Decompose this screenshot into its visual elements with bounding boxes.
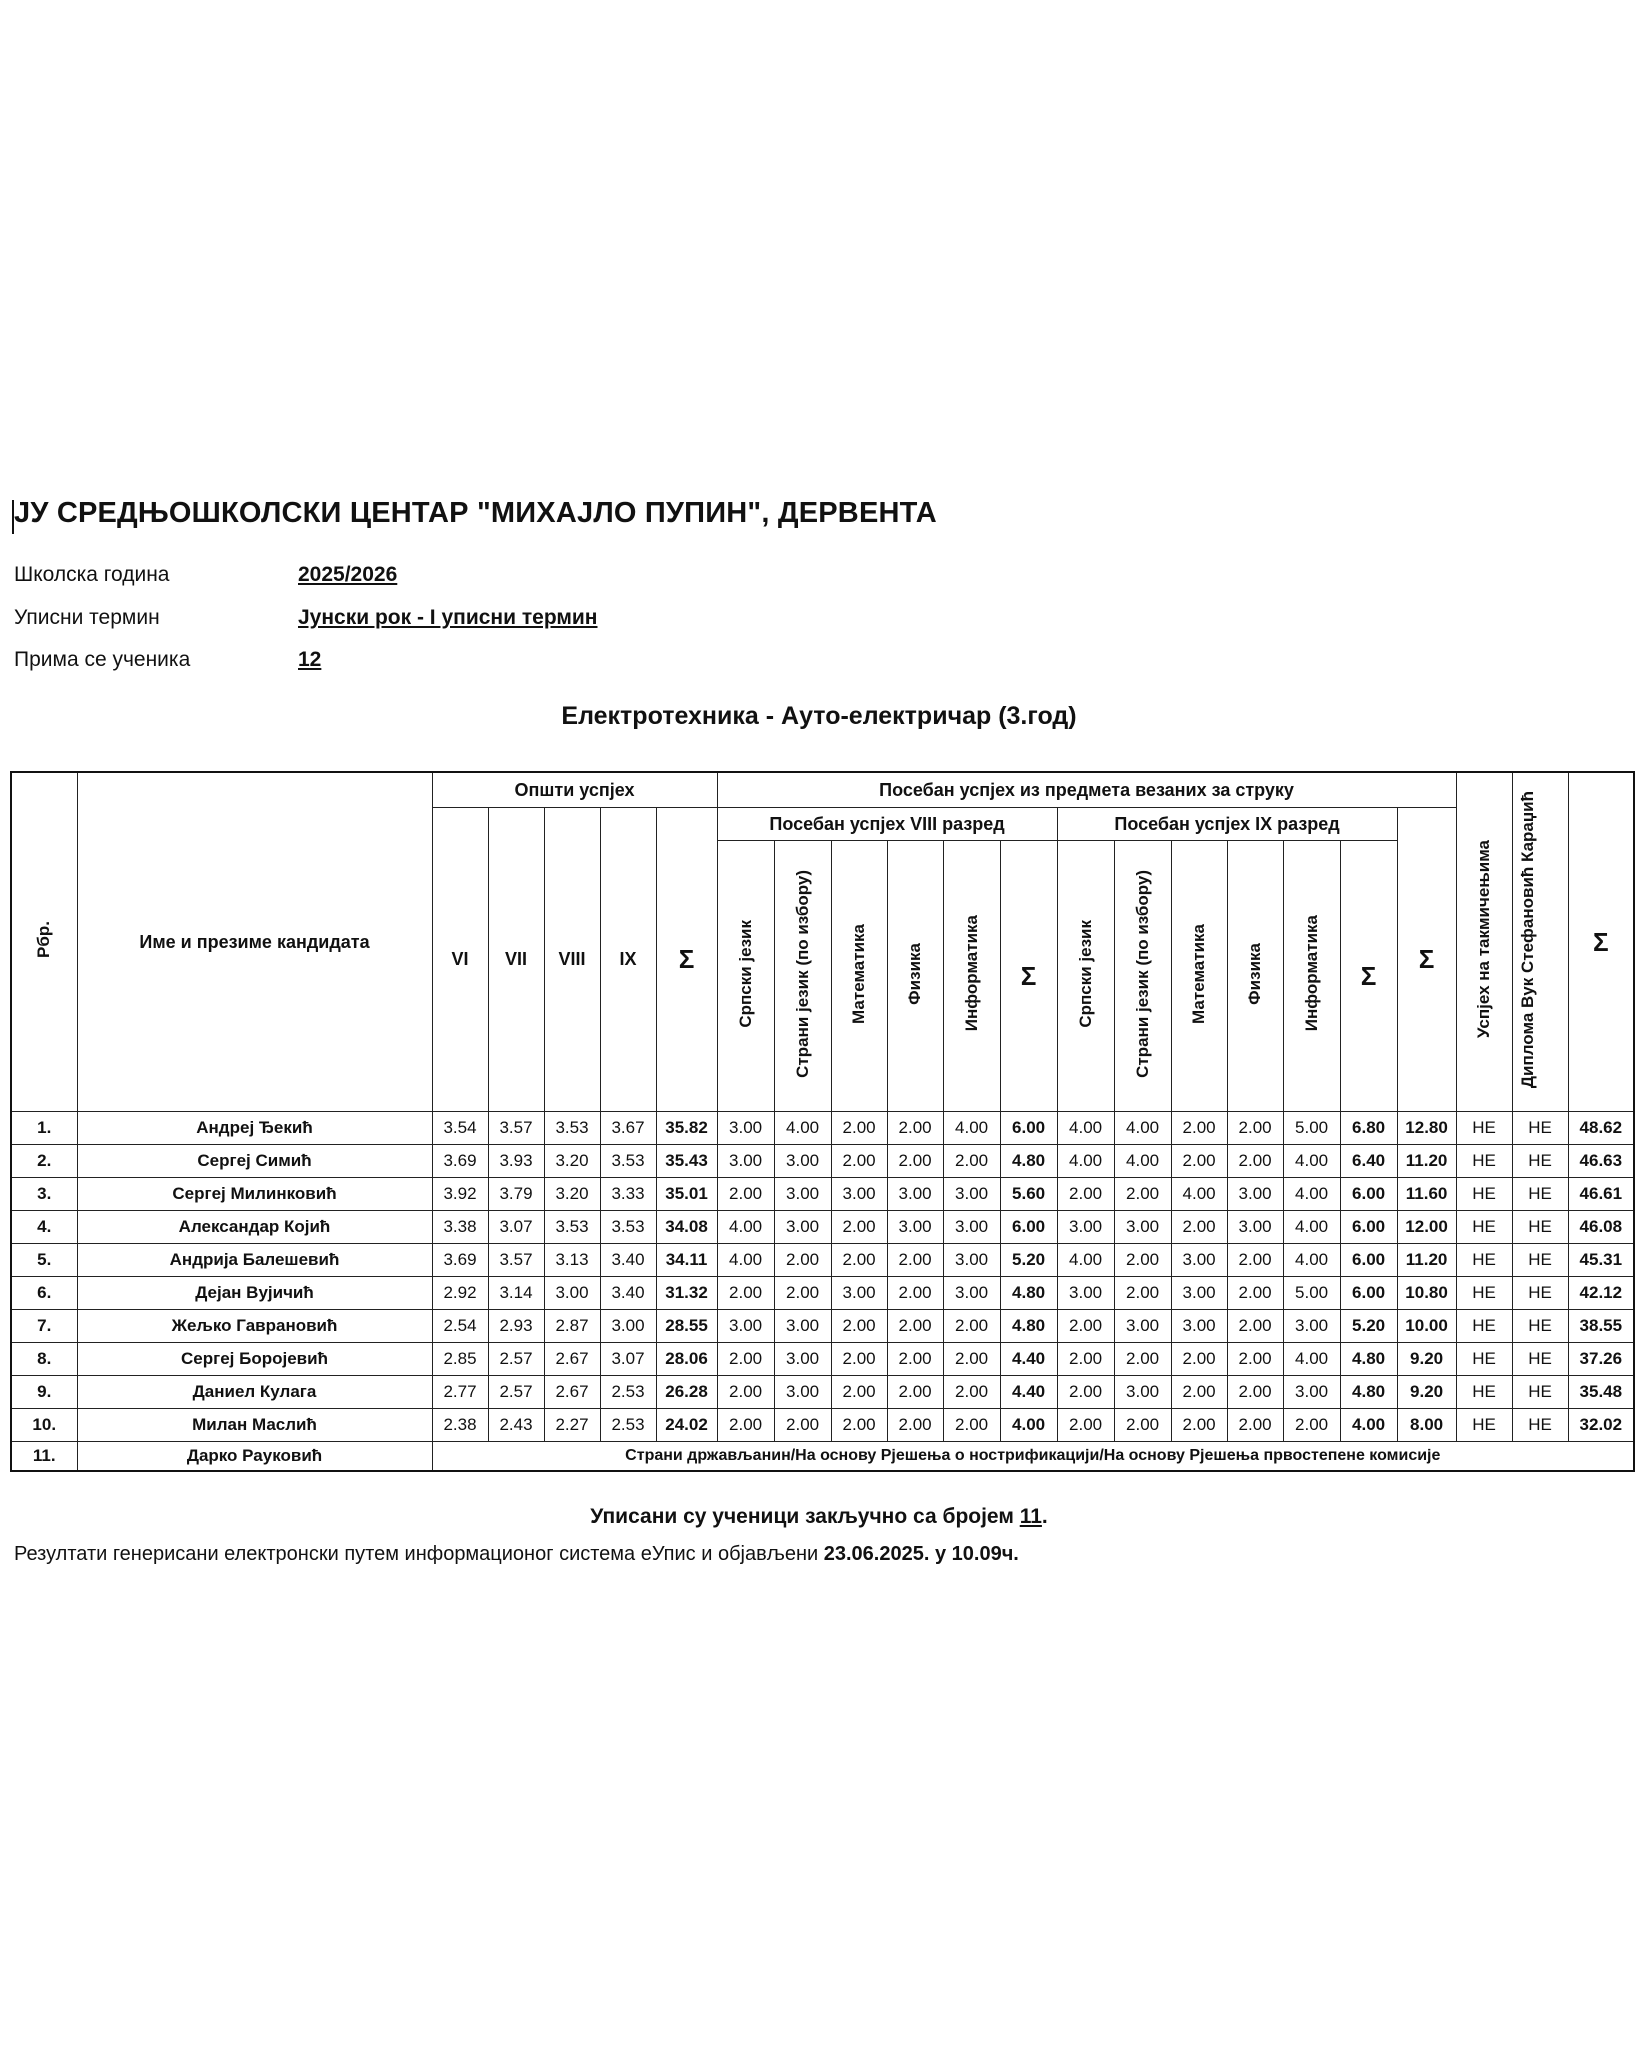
competitions-value: НЕ: [1456, 1211, 1512, 1244]
general-sum: 35.43: [656, 1145, 717, 1178]
total-sum: 45.31: [1568, 1244, 1634, 1277]
g9-physics: 2.00: [1227, 1343, 1283, 1376]
g8-serbian: 2.00: [717, 1277, 774, 1310]
header-g8-sum: Σ: [1000, 841, 1057, 1112]
header-viii: VIII: [544, 808, 600, 1112]
competitions-value: НЕ: [1456, 1409, 1512, 1442]
competitions-value: НЕ: [1456, 1112, 1512, 1145]
candidate-name: Дарко Рауковић: [77, 1442, 432, 1472]
diploma-value: НЕ: [1512, 1112, 1568, 1145]
candidate-name: Дејан Вујичић: [77, 1277, 432, 1310]
term-row: [14, 606, 598, 630]
g9-serbian: 2.00: [1057, 1310, 1114, 1343]
diploma-value: НЕ: [1512, 1145, 1568, 1178]
generated-prefix: Резултати генерисани електронски путем информационог система еУпис и објављени: [14, 1543, 824, 1565]
enrolled-summary: [0, 1505, 1638, 1529]
g8-math: 2.00: [831, 1409, 887, 1442]
grade-ix: 3.67: [600, 1112, 656, 1145]
diploma-value: НЕ: [1512, 1178, 1568, 1211]
g8-physics: 2.00: [887, 1244, 943, 1277]
g9-physics: 2.00: [1227, 1145, 1283, 1178]
g9-foreign: 3.00: [1114, 1310, 1171, 1343]
school-year-value: 2025/2026: [298, 563, 398, 586]
g9-serbian: 4.00: [1057, 1112, 1114, 1145]
grade-vi: 3.92: [432, 1178, 488, 1211]
row-number: 8.: [11, 1343, 77, 1376]
header-name: Име и презиме кандидата: [77, 772, 432, 1112]
enrolled-prefix: Уписани су ученици закључно са бројем: [590, 1505, 1020, 1528]
competitions-value: НЕ: [1456, 1244, 1512, 1277]
g9-serbian: 4.00: [1057, 1244, 1114, 1277]
g9-physics: 2.00: [1227, 1112, 1283, 1145]
table-row: [11, 1343, 1634, 1376]
grade-vi: 3.69: [432, 1145, 488, 1178]
header-special-sum: Σ: [1397, 808, 1456, 1112]
g9-serbian: 4.00: [1057, 1145, 1114, 1178]
g8-serbian: 4.00: [717, 1211, 774, 1244]
competitions-value: НЕ: [1456, 1178, 1512, 1211]
row-number: 5.: [11, 1244, 77, 1277]
g9-informatics: 3.00: [1283, 1376, 1340, 1409]
g9-informatics: 2.00: [1283, 1409, 1340, 1442]
g8-foreign: 3.00: [774, 1145, 831, 1178]
g8-physics: 2.00: [887, 1409, 943, 1442]
accepted-label: Прима се ученика: [14, 648, 191, 671]
grade-viii: 2.67: [544, 1343, 600, 1376]
g9-sum: 4.00: [1340, 1409, 1397, 1442]
g9-math: 2.00: [1171, 1343, 1227, 1376]
grade-vii: 3.79: [488, 1178, 544, 1211]
grade-vii: 2.57: [488, 1343, 544, 1376]
g9-informatics: 5.00: [1283, 1112, 1340, 1145]
general-sum: 35.82: [656, 1112, 717, 1145]
g9-sum: 6.80: [1340, 1112, 1397, 1145]
g9-serbian: 3.00: [1057, 1277, 1114, 1310]
g9-foreign: 2.00: [1114, 1343, 1171, 1376]
table-row: [11, 1178, 1634, 1211]
g9-foreign: 2.00: [1114, 1178, 1171, 1211]
diploma-value: НЕ: [1512, 1211, 1568, 1244]
g9-sum: 6.00: [1340, 1178, 1397, 1211]
grade-ix: 3.33: [600, 1178, 656, 1211]
competitions-value: НЕ: [1456, 1277, 1512, 1310]
g8-physics: 3.00: [887, 1178, 943, 1211]
special-sum: 11.20: [1397, 1244, 1456, 1277]
g8-math: 2.00: [831, 1343, 887, 1376]
g8-sum: 6.00: [1000, 1211, 1057, 1244]
row-number: 10.: [11, 1409, 77, 1442]
grade-ix: 2.53: [600, 1409, 656, 1442]
g8-informatics: 3.00: [943, 1277, 1000, 1310]
total-sum: 46.61: [1568, 1178, 1634, 1211]
g8-math: 2.00: [831, 1211, 887, 1244]
g9-math: 2.00: [1171, 1409, 1227, 1442]
g8-sum: 4.00: [1000, 1409, 1057, 1442]
special-sum: 11.60: [1397, 1178, 1456, 1211]
g9-math: 4.00: [1171, 1178, 1227, 1211]
competitions-value: НЕ: [1456, 1145, 1512, 1178]
g9-sum: 5.20: [1340, 1310, 1397, 1343]
candidate-name: Даниел Кулага: [77, 1376, 432, 1409]
g8-sum: 4.40: [1000, 1343, 1057, 1376]
g9-informatics: 3.00: [1283, 1310, 1340, 1343]
g9-math: 3.00: [1171, 1310, 1227, 1343]
g9-serbian: 2.00: [1057, 1376, 1114, 1409]
grade-viii: 3.53: [544, 1211, 600, 1244]
grade-viii: 3.13: [544, 1244, 600, 1277]
g8-math: 3.00: [831, 1277, 887, 1310]
candidate-name: Андреј Ђекић: [77, 1112, 432, 1145]
grade-vii: 2.93: [488, 1310, 544, 1343]
g8-serbian: 3.00: [717, 1310, 774, 1343]
g9-informatics: 4.00: [1283, 1211, 1340, 1244]
candidate-name: Милан Маслић: [77, 1409, 432, 1442]
grade-ix: 3.00: [600, 1310, 656, 1343]
grade-viii: 2.67: [544, 1376, 600, 1409]
g9-physics: 3.00: [1227, 1211, 1283, 1244]
total-sum: 32.02: [1568, 1409, 1634, 1442]
enrolled-number: 11: [1019, 1505, 1042, 1528]
g9-foreign: 3.00: [1114, 1211, 1171, 1244]
enrolled-suffix: .: [1041, 1505, 1048, 1528]
grade-viii: 3.20: [544, 1145, 600, 1178]
g8-informatics: 2.00: [943, 1376, 1000, 1409]
total-sum: 37.26: [1568, 1343, 1634, 1376]
g8-serbian: 3.00: [717, 1145, 774, 1178]
g8-foreign: 2.00: [774, 1244, 831, 1277]
grade-vii: 3.57: [488, 1112, 544, 1145]
competitions-value: НЕ: [1456, 1310, 1512, 1343]
grade-vi: 2.77: [432, 1376, 488, 1409]
header-vii: VII: [488, 808, 544, 1112]
g8-sum: 4.80: [1000, 1310, 1057, 1343]
g9-physics: 2.00: [1227, 1376, 1283, 1409]
g9-physics: 2.00: [1227, 1277, 1283, 1310]
header-grade9-group: Посебан успјех IX разред: [1057, 808, 1397, 841]
g9-sum: 6.00: [1340, 1244, 1397, 1277]
general-sum: 35.01: [656, 1178, 717, 1211]
general-sum: 31.32: [656, 1277, 717, 1310]
g9-sum: 6.00: [1340, 1277, 1397, 1310]
g9-physics: 2.00: [1227, 1310, 1283, 1343]
g9-math: 2.00: [1171, 1211, 1227, 1244]
header-rbr: Рбр.: [11, 772, 77, 1112]
grade-vi: 3.54: [432, 1112, 488, 1145]
results-body: [11, 1112, 1634, 1472]
g9-serbian: 2.00: [1057, 1343, 1114, 1376]
g9-sum: 4.80: [1340, 1376, 1397, 1409]
g9-informatics: 4.00: [1283, 1145, 1340, 1178]
accepted-value: 12: [298, 648, 322, 671]
table-row: [11, 1244, 1634, 1277]
g8-sum: 5.20: [1000, 1244, 1057, 1277]
g8-informatics: 4.00: [943, 1112, 1000, 1145]
candidate-name: Александар Којић: [77, 1211, 432, 1244]
row-number: 3.: [11, 1178, 77, 1211]
g9-informatics: 5.00: [1283, 1277, 1340, 1310]
header-g8-math: Математика: [831, 841, 887, 1112]
header-g9-serbian: Српски језик: [1057, 841, 1114, 1112]
header-g8-serbian: Српски језик: [717, 841, 774, 1112]
g9-informatics: 4.00: [1283, 1343, 1340, 1376]
g8-foreign: 3.00: [774, 1343, 831, 1376]
row-number: 4.: [11, 1211, 77, 1244]
row-number: 1.: [11, 1112, 77, 1145]
special-sum: 10.00: [1397, 1310, 1456, 1343]
diploma-value: НЕ: [1512, 1277, 1568, 1310]
g8-math: 2.00: [831, 1376, 887, 1409]
header-g9-math: Математика: [1171, 841, 1227, 1112]
g9-sum: 6.00: [1340, 1211, 1397, 1244]
g9-foreign: 2.00: [1114, 1277, 1171, 1310]
g8-physics: 2.00: [887, 1277, 943, 1310]
g8-math: 2.00: [831, 1112, 887, 1145]
g8-physics: 2.00: [887, 1145, 943, 1178]
header-g9-sum: Σ: [1340, 841, 1397, 1112]
grade-viii: 3.00: [544, 1277, 600, 1310]
g9-physics: 2.00: [1227, 1244, 1283, 1277]
section-title: Електротехника - Ауто-електричар (3.год): [561, 702, 1077, 730]
row-number: 7.: [11, 1310, 77, 1343]
grade-vi: 2.54: [432, 1310, 488, 1343]
candidate-name: Сергеј Симић: [77, 1145, 432, 1178]
g8-sum: 4.80: [1000, 1277, 1057, 1310]
candidate-name: Сергеј Боројевић: [77, 1343, 432, 1376]
g9-foreign: 4.00: [1114, 1145, 1171, 1178]
header-competitions: Успјех на такмичењима: [1456, 772, 1512, 1112]
diploma-value: НЕ: [1512, 1376, 1568, 1409]
total-sum: 46.63: [1568, 1145, 1634, 1178]
header-g8-informatics: Информатика: [943, 841, 1000, 1112]
g9-informatics: 4.00: [1283, 1178, 1340, 1211]
g8-math: 2.00: [831, 1145, 887, 1178]
general-sum: 34.11: [656, 1244, 717, 1277]
grade-vi: 3.38: [432, 1211, 488, 1244]
header-grade8-group: Посебан успјех VIII разред: [717, 808, 1057, 841]
grade-vi: 3.69: [432, 1244, 488, 1277]
g8-serbian: 4.00: [717, 1244, 774, 1277]
g8-serbian: 2.00: [717, 1178, 774, 1211]
g8-foreign: 4.00: [774, 1112, 831, 1145]
g9-math: 2.00: [1171, 1376, 1227, 1409]
g9-serbian: 2.00: [1057, 1178, 1114, 1211]
candidate-name: Сергеј Милинковић: [77, 1178, 432, 1211]
school-year-row: [14, 563, 397, 587]
g8-foreign: 3.00: [774, 1211, 831, 1244]
grade-ix: 3.40: [600, 1277, 656, 1310]
grade-vii: 2.57: [488, 1376, 544, 1409]
g9-math: 3.00: [1171, 1277, 1227, 1310]
diploma-value: НЕ: [1512, 1343, 1568, 1376]
general-sum: 24.02: [656, 1409, 717, 1442]
school-year-label: Школска година: [14, 563, 170, 586]
table-row: [11, 1409, 1634, 1442]
grade-vi: 2.38: [432, 1409, 488, 1442]
g8-informatics: 2.00: [943, 1409, 1000, 1442]
g8-math: 2.00: [831, 1244, 887, 1277]
table-row: [11, 1442, 1634, 1472]
g8-informatics: 2.00: [943, 1145, 1000, 1178]
g9-sum: 4.80: [1340, 1343, 1397, 1376]
table-row: [11, 1376, 1634, 1409]
grade-vi: 2.92: [432, 1277, 488, 1310]
header-g8-foreign: Страни језик (по избору): [774, 841, 831, 1112]
status-note: Страни држављанин/На основу Рјешења о нострификацији/На основу Рјешења првостепене комисије: [432, 1442, 1634, 1472]
grade-viii: 3.20: [544, 1178, 600, 1211]
grade-vii: 3.14: [488, 1277, 544, 1310]
grade-viii: 2.87: [544, 1310, 600, 1343]
special-sum: 12.00: [1397, 1211, 1456, 1244]
g8-serbian: 2.00: [717, 1343, 774, 1376]
grade-vii: 3.07: [488, 1211, 544, 1244]
g8-informatics: 3.00: [943, 1178, 1000, 1211]
g8-serbian: 2.00: [717, 1376, 774, 1409]
general-sum: 34.08: [656, 1211, 717, 1244]
header-g8-physics: Физика: [887, 841, 943, 1112]
grade-ix: 3.40: [600, 1244, 656, 1277]
special-sum: 11.20: [1397, 1145, 1456, 1178]
g9-physics: 2.00: [1227, 1409, 1283, 1442]
g8-physics: 3.00: [887, 1211, 943, 1244]
header-diploma: Диплома Вук Стефановић Караџић: [1512, 772, 1568, 1112]
g9-sum: 6.40: [1340, 1145, 1397, 1178]
total-sum: 48.62: [1568, 1112, 1634, 1145]
header-ix: IX: [600, 808, 656, 1112]
g8-physics: 2.00: [887, 1310, 943, 1343]
g8-math: 2.00: [831, 1310, 887, 1343]
grade-vii: 3.93: [488, 1145, 544, 1178]
g8-foreign: 2.00: [774, 1409, 831, 1442]
g8-informatics: 3.00: [943, 1211, 1000, 1244]
grade-vii: 3.57: [488, 1244, 544, 1277]
header-vi: VI: [432, 808, 488, 1112]
g9-serbian: 2.00: [1057, 1409, 1114, 1442]
page-title: ЈУ СРЕДЊОШКОЛСКИ ЦЕНТАР "МИХАЈЛО ПУПИН", ДЕРВЕНТА: [14, 497, 937, 529]
g8-sum: 6.00: [1000, 1112, 1057, 1145]
g8-serbian: 2.00: [717, 1409, 774, 1442]
accepted-row: [14, 648, 321, 672]
table-row: [11, 1145, 1634, 1178]
row-number: 2.: [11, 1145, 77, 1178]
special-sum: 10.80: [1397, 1277, 1456, 1310]
header-g9-physics: Физика: [1227, 841, 1283, 1112]
diploma-value: НЕ: [1512, 1409, 1568, 1442]
g9-math: 2.00: [1171, 1112, 1227, 1145]
total-sum: 46.08: [1568, 1211, 1634, 1244]
table-row: [11, 1211, 1634, 1244]
general-sum: 28.06: [656, 1343, 717, 1376]
grade-vii: 2.43: [488, 1409, 544, 1442]
header-total-sum: Σ: [1568, 772, 1634, 1112]
diploma-value: НЕ: [1512, 1244, 1568, 1277]
diploma-value: НЕ: [1512, 1310, 1568, 1343]
header-general-group: Општи успјех: [432, 772, 717, 808]
g8-sum: 4.40: [1000, 1376, 1057, 1409]
g9-foreign: 2.00: [1114, 1409, 1171, 1442]
grade-ix: 3.07: [600, 1343, 656, 1376]
g9-foreign: 2.00: [1114, 1244, 1171, 1277]
grade-viii: 3.53: [544, 1112, 600, 1145]
g8-physics: 2.00: [887, 1343, 943, 1376]
row-number: 11.: [11, 1442, 77, 1472]
table-row: [11, 1112, 1634, 1145]
g9-informatics: 4.00: [1283, 1244, 1340, 1277]
table-row: [11, 1277, 1634, 1310]
g9-foreign: 3.00: [1114, 1376, 1171, 1409]
grade-ix: 2.53: [600, 1376, 656, 1409]
competitions-value: НЕ: [1456, 1376, 1512, 1409]
header-special-group: Посебан успјех из предмета везаних за струку: [717, 772, 1456, 808]
g9-math: 3.00: [1171, 1244, 1227, 1277]
g9-serbian: 3.00: [1057, 1211, 1114, 1244]
total-sum: 42.12: [1568, 1277, 1634, 1310]
g8-physics: 2.00: [887, 1376, 943, 1409]
row-number: 6.: [11, 1277, 77, 1310]
g8-informatics: 2.00: [943, 1343, 1000, 1376]
generated-datetime: 23.06.2025. у 10.09ч.: [823, 1543, 1019, 1565]
general-sum: 26.28: [656, 1376, 717, 1409]
term-label: Уписни термин: [14, 606, 160, 629]
total-sum: 38.55: [1568, 1310, 1634, 1343]
candidate-name: Андрија Балешевић: [77, 1244, 432, 1277]
generated-note: [14, 1543, 1019, 1566]
term-value: Јунски рок - I уписни термин: [298, 606, 598, 629]
g8-informatics: 2.00: [943, 1310, 1000, 1343]
header-g9-foreign: Страни језик (по избору): [1114, 841, 1171, 1112]
g8-foreign: 3.00: [774, 1178, 831, 1211]
g9-math: 2.00: [1171, 1145, 1227, 1178]
g8-serbian: 3.00: [717, 1112, 774, 1145]
g9-foreign: 4.00: [1114, 1112, 1171, 1145]
special-sum: 12.80: [1397, 1112, 1456, 1145]
g8-informatics: 3.00: [943, 1244, 1000, 1277]
candidate-name: Жељко Гаврановић: [77, 1310, 432, 1343]
results-table: [10, 771, 1635, 1472]
grade-ix: 3.53: [600, 1145, 656, 1178]
grade-ix: 3.53: [600, 1211, 656, 1244]
special-sum: 8.00: [1397, 1409, 1456, 1442]
header-g9-informatics: Информатика: [1283, 841, 1340, 1112]
general-sum: 28.55: [656, 1310, 717, 1343]
competitions-value: НЕ: [1456, 1343, 1512, 1376]
special-sum: 9.20: [1397, 1343, 1456, 1376]
special-sum: 9.20: [1397, 1376, 1456, 1409]
g8-foreign: 2.00: [774, 1277, 831, 1310]
grade-vi: 2.85: [432, 1343, 488, 1376]
g8-sum: 4.80: [1000, 1145, 1057, 1178]
g8-sum: 5.60: [1000, 1178, 1057, 1211]
g8-math: 3.00: [831, 1178, 887, 1211]
g8-foreign: 3.00: [774, 1310, 831, 1343]
total-sum: 35.48: [1568, 1376, 1634, 1409]
row-number: 9.: [11, 1376, 77, 1409]
grade-viii: 2.27: [544, 1409, 600, 1442]
table-row: [11, 1310, 1634, 1343]
header-general-sum: Σ: [656, 808, 717, 1112]
g8-foreign: 3.00: [774, 1376, 831, 1409]
g9-physics: 3.00: [1227, 1178, 1283, 1211]
g8-physics: 2.00: [887, 1112, 943, 1145]
